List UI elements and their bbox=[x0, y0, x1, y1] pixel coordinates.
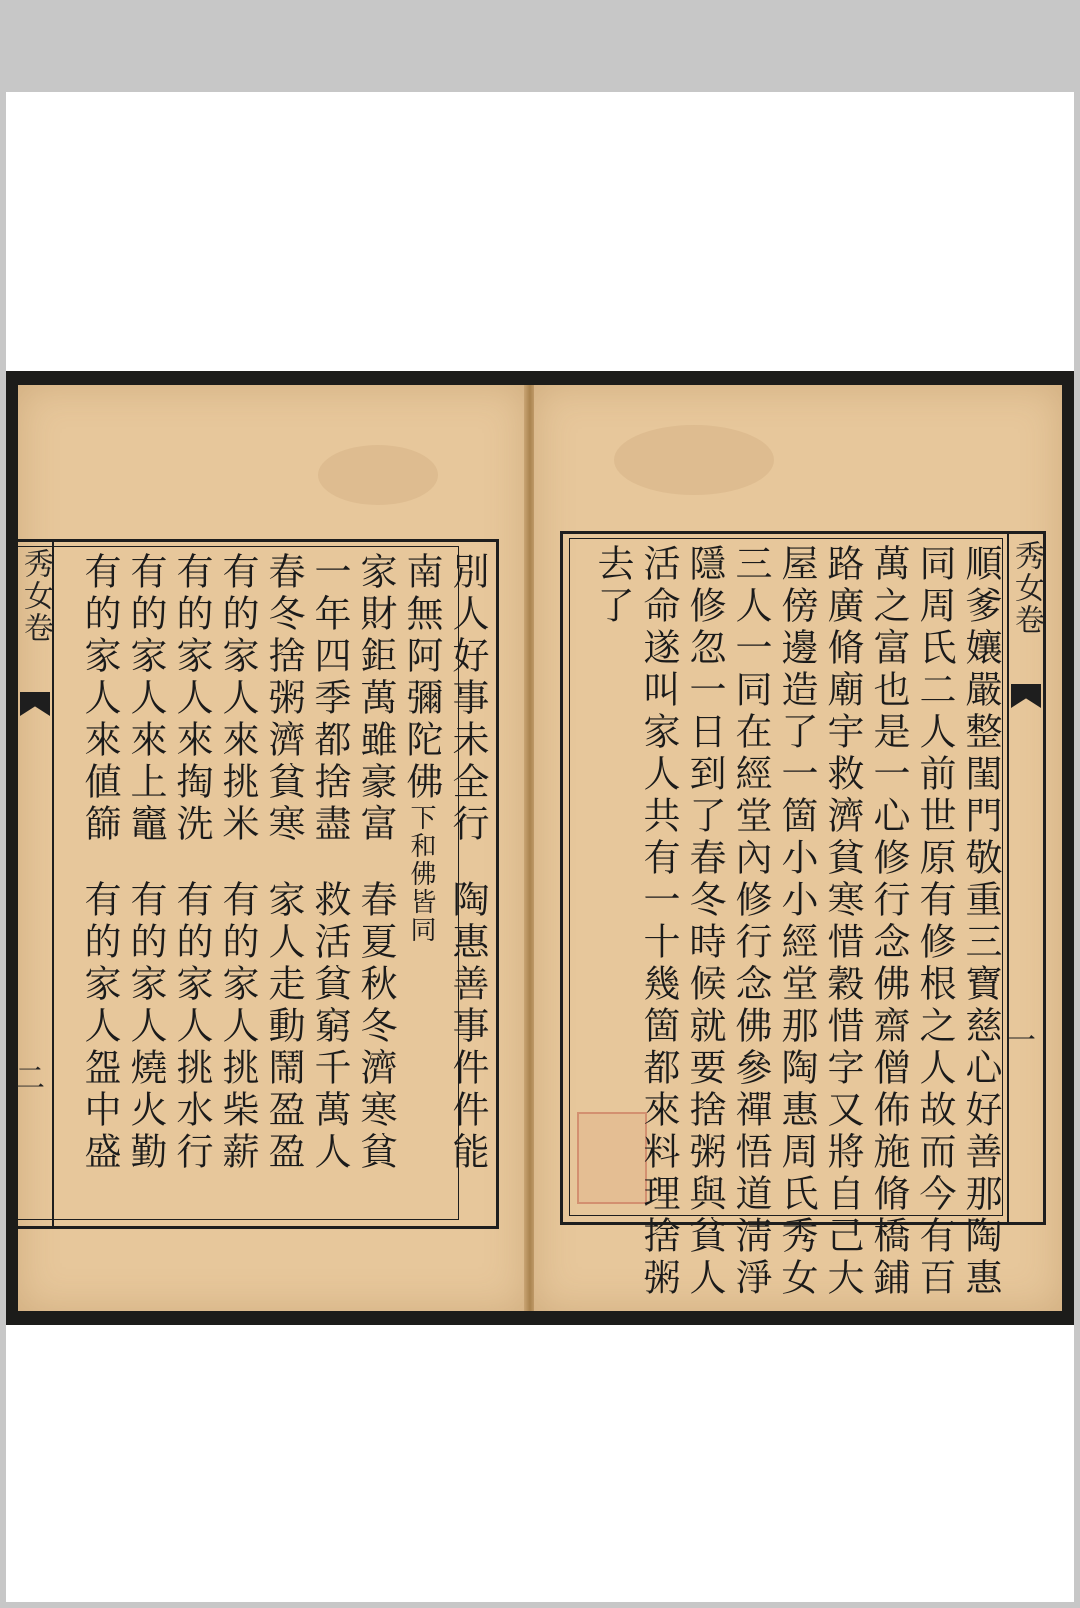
verse-line-top: 一年四季都捨盡 bbox=[308, 552, 351, 846]
right-page-number: 一 bbox=[1000, 1024, 1035, 1054]
text-column bbox=[306, 552, 352, 1216]
text-column bbox=[398, 552, 444, 1216]
text-column bbox=[352, 552, 398, 1216]
verse-line-top: 有的家人來掏洗 bbox=[170, 552, 213, 846]
paper-stain bbox=[614, 425, 774, 495]
left-page-number: 二 bbox=[9, 1062, 44, 1092]
verse-line-bottom: 有的家人挑水行 bbox=[170, 880, 213, 1174]
text-column: 隱修忽一日到了春冬時候就要捨粥與貧人 bbox=[683, 544, 726, 1300]
text-column bbox=[444, 552, 490, 1216]
paper-stain bbox=[318, 445, 438, 505]
book-scan-image bbox=[6, 371, 1074, 1325]
text-column: 路廣脩廟宇救濟貧寒惜穀惜字又將自己大 bbox=[821, 544, 864, 1300]
text-column: 屋傍邊造了一箇小小經堂那陶惠周氏秀女 bbox=[775, 544, 818, 1300]
left-fold-column bbox=[9, 542, 54, 1226]
small-note: 下和佛皆同 bbox=[406, 804, 436, 944]
right-page bbox=[534, 385, 1062, 1311]
verse-line-top: 家財鉅萬雖豪富 bbox=[354, 552, 397, 846]
fish-tail-mark bbox=[1011, 684, 1041, 708]
verse-line-bottom: 有的家人挑柴薪 bbox=[216, 880, 259, 1174]
verse-line-top: 春冬捨粥濟貧寒 bbox=[262, 552, 305, 846]
left-fold-title: 秀女卷 bbox=[18, 548, 53, 644]
right-page-frame bbox=[560, 531, 1046, 1300]
text-column: 三人一同在經堂內修行念佛參禪悟道淸淨 bbox=[729, 544, 772, 1300]
left-text-area bbox=[56, 552, 490, 1216]
verse-line-bottom: 有的家人燒火勤 bbox=[124, 880, 167, 1174]
verse-line-top: 有的家人來値篩 bbox=[78, 552, 121, 846]
verse-line-top: 有的家人來上竈 bbox=[124, 552, 167, 846]
verse-line-bottom: 有的家人盌中盛 bbox=[78, 880, 121, 1174]
text-column: 去了 bbox=[591, 544, 634, 628]
fish-tail-mark bbox=[20, 692, 50, 716]
text-column bbox=[76, 552, 122, 1216]
verse-line-top: 別人好事未全行 bbox=[446, 552, 489, 846]
right-fold-title: 秀女卷 bbox=[1009, 540, 1044, 636]
text-column: 活命遂叫家人共有一十幾箇都來料理捨粥 bbox=[637, 544, 680, 1300]
text-column bbox=[168, 552, 214, 1216]
buddha-invocation: 南無阿彌陀佛 bbox=[400, 552, 443, 804]
verse-line-top: 有的家人來挑米 bbox=[216, 552, 259, 846]
text-column bbox=[260, 552, 306, 1216]
left-page bbox=[9, 385, 526, 1311]
text-column: 萬之富也是一心修行念佛齋僧佈施脩橋鋪 bbox=[867, 544, 910, 1300]
right-text-area bbox=[577, 544, 1003, 1300]
right-fold-column bbox=[1000, 534, 1044, 1222]
left-page-frame bbox=[9, 539, 499, 1229]
text-column bbox=[122, 552, 168, 1216]
verse-line-bottom: 陶惠善事件件能 bbox=[446, 880, 489, 1174]
text-column: 同周氏二人前世原有修根之人故而今有百 bbox=[913, 544, 956, 1300]
verse-line-bottom: 家人走動鬧盈盈 bbox=[262, 880, 305, 1174]
text-column bbox=[214, 552, 260, 1216]
verse-line-bottom: 救活貧窮千萬人 bbox=[308, 880, 351, 1174]
verse-line-bottom: 春夏秋冬濟寒貧 bbox=[354, 880, 397, 1174]
text-column: 順爹孃嚴整閨門敬重三寶慈心好善那陶惠 bbox=[959, 544, 1002, 1300]
